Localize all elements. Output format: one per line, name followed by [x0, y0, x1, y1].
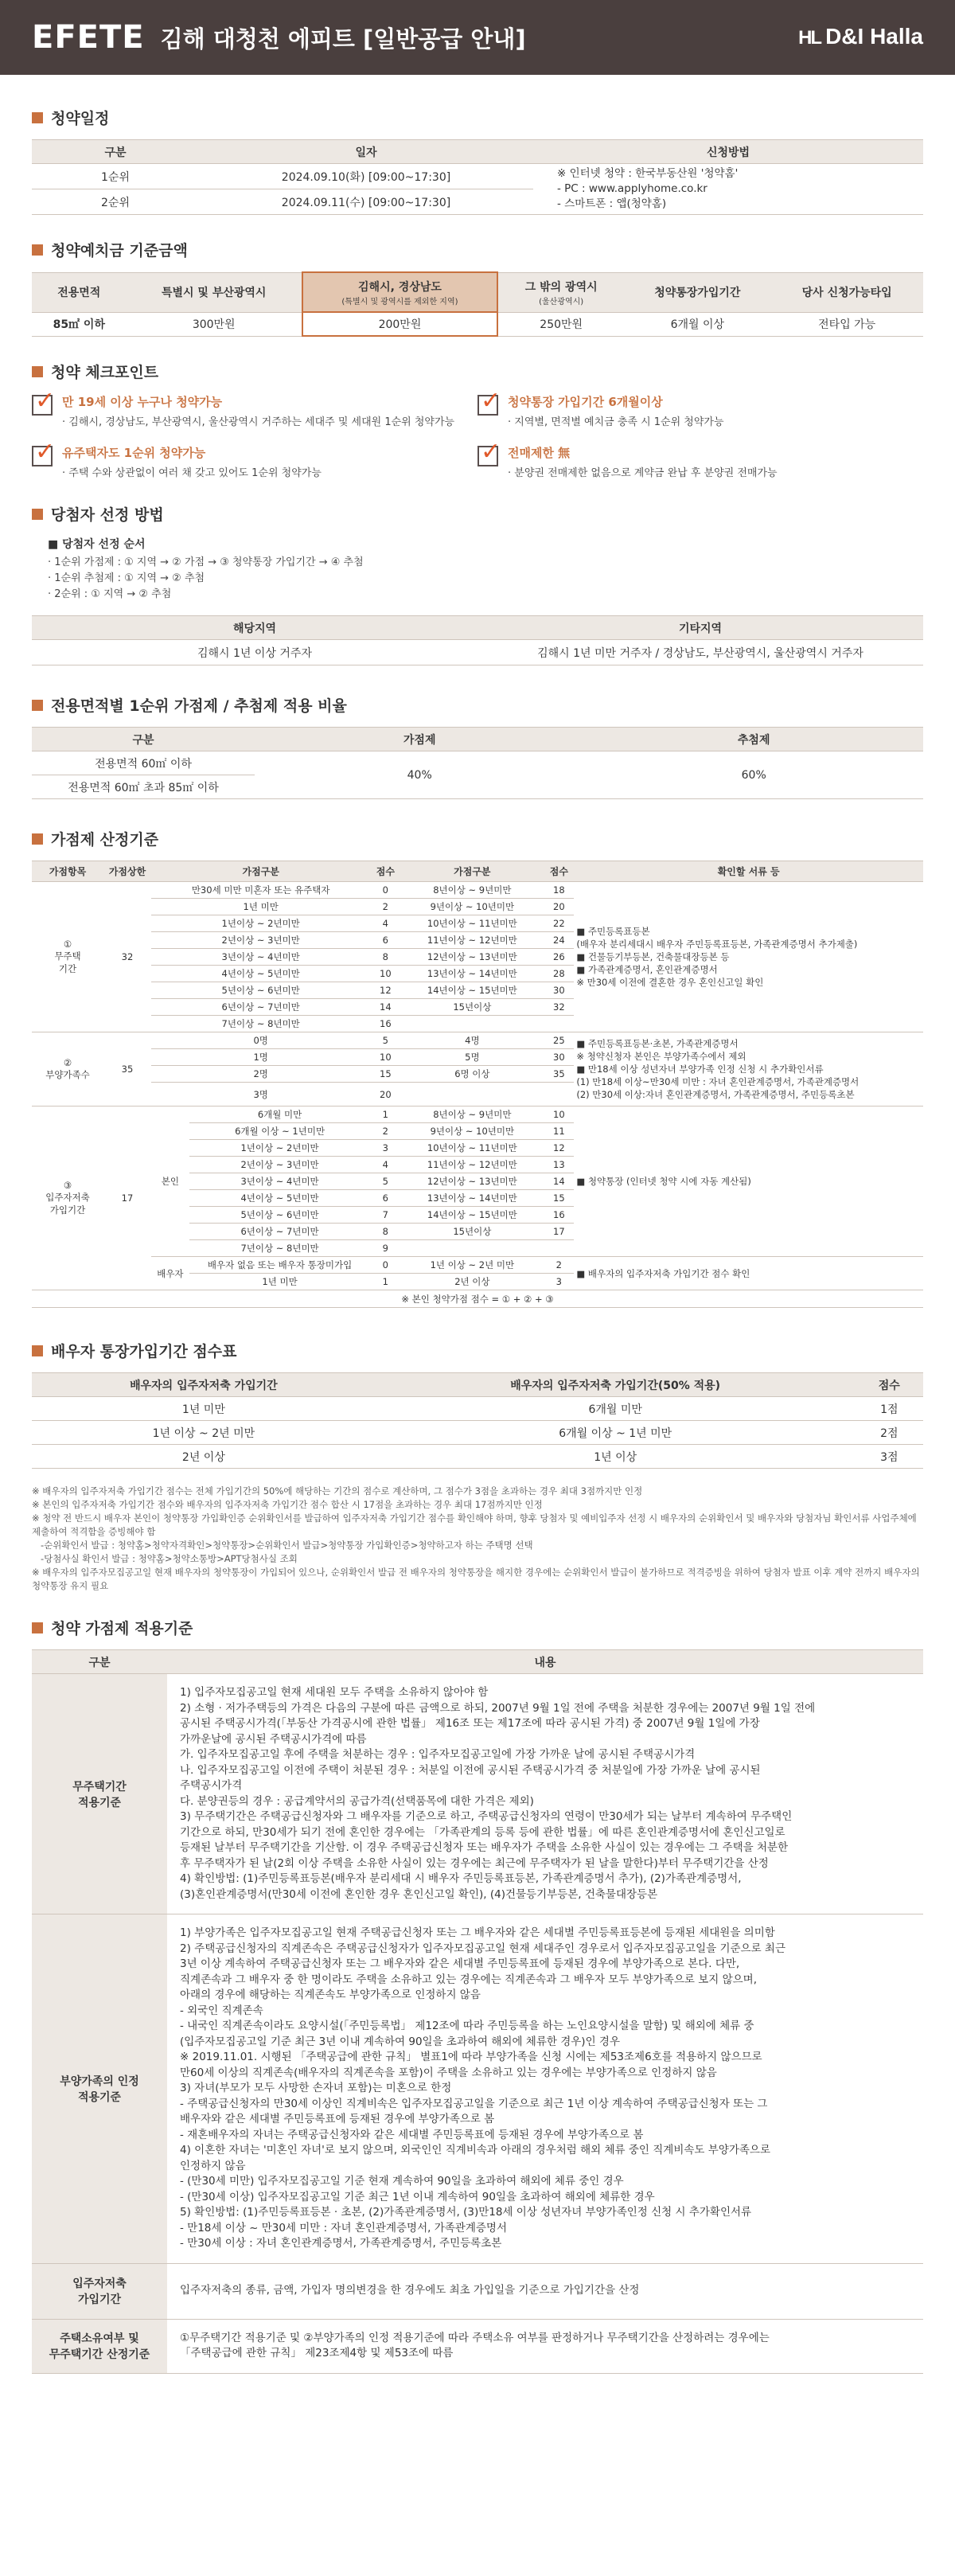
score-value: 16: [544, 1207, 574, 1224]
score-range: 4년이상 ~ 5년미만: [151, 966, 370, 982]
score-value: 2: [370, 1123, 400, 1140]
checkbox-icon: [32, 395, 53, 416]
deposit-table: 전용면적 특별시 및 부산광역시 김해시, 경상남도 (특별시 및 광역시를 제외한 지역) 그 밖의 광역시 (울산광역시) 청약통장가입기간 당사 신청가능타입 85㎡ 이하 300만원 200만원 250만원 6개월 이상 전타입 가능: [32, 271, 923, 337]
checkbox-icon: [477, 446, 498, 466]
checkpoint-item: ✓ 전매제한 無 · 분양권 전매제한 없음으로 계약금 완납 후 분양권 전매가능: [477, 444, 923, 495]
score-range: 1년 미만: [189, 1274, 371, 1290]
section-criteria: 청약 가점제 적용기준: [32, 1617, 923, 1638]
score-total: ※ 본인 청약가점 점수 = ① + ② + ③: [32, 1290, 923, 1308]
selection-order: ■ 당첨자 선정 순서 · 1순위 가점제 : ① 지역 → ② 가점 → ③ 청약통장 가입기간 → ④ 추첨 · 1순위 추첨제 : ① 지역 → ② 추첨 · 2순위 : ① 지역 → ② 추첨: [48, 538, 364, 600]
score-max: 17: [103, 1107, 151, 1290]
section-score: 가점제 산정기준: [32, 828, 923, 849]
score-value: 15: [544, 1190, 574, 1207]
score-value: 10: [544, 1107, 574, 1123]
score-range: 만30세 미만 미혼자 또는 유주택자: [151, 882, 370, 899]
score-value: 26: [544, 949, 574, 966]
score-range: 3년이상 ~ 4년미만: [151, 949, 370, 966]
score-range: 1년 이상 ~ 2년 미만: [400, 1257, 544, 1274]
score-range: 4명: [400, 1032, 544, 1049]
score-range: 9년이상 ~ 10년미만: [400, 899, 544, 915]
score-range: 2년이상 ~ 3년미만: [151, 932, 370, 949]
score-value: 12: [544, 1140, 574, 1157]
header-bar: [0, 0, 955, 75]
score-value: 3: [370, 1140, 400, 1157]
section-selection: 당첨자 선정 방법: [32, 503, 923, 525]
region-table: 해당지역 기타지역 김해시 1년 이상 거주자 김해시 1년 미만 거주자 / 경상남도, 부산광역시, 울산광역시 거주자: [32, 615, 923, 665]
score-table: 가점항목 가점상한 가점구분 점수 가점구분 점수 확인할 서류 등 ① 무주택 기간 32 만30세 미만 미혼자 또는 유주택자 0 8년이상 ~ 9년미만 18 ■ 주민등록표등본 (배우자 분리세대시 배우자 주민등록표등본, 가족관계증명서 추가제출) ■ 건물등기부등본, 건축물대장등본 등 ■ 가족관계증명서, 혼인관계증명서 ※ 만30세 이전에 결혼한 경우 혼인신고일 확인 1년 미만 2 9년이상 ~ 10년미만 20 1년이상 ~ 2년미만 4 10년이상 ~ 11년미만 22 2년이상 ~ 3년미만 6 11년이상 ~ 12년미만 24 3년이상 ~ 4년미만 8 12년이상 ~ 13년미만 26 4년이상 ~ 5년미만 10 13년이상 ~ 14년미만 28 5년이상 ~ 6년미만 12 14년이상 ~ 15년미만 30 6년이상 ~ 7년미만 14 15년이상 32 7년이상 ~ 8년미만 16 ② 부양가족수 35 0명 5 4명 25 ■ 주민등록표등본·초본, 가족관계증명서 ※ 청약신청자 본인은 부양가족수에서 제외 ■ 만18세 이상 성년자녀 부양가족 인정 신청 시 추가확인서류 (1) 만18세 이상~만30세 미만 : 자녀 혼인관계증명서, 가족관계증명서 (2) 만30세 이상:자녀 혼인관계증명서, 가족관계증명서, 주민등록초본 1명 10 5명 30 2명 15 6명 이상 35 3명 20 ③ 입주자저축 가입기간 17 본인 6개월 미만 1 8년이상 ~ 9년미만 10 ■ 청약통장 (인터넷 청약 시에 자동 계산됨) 6개월 이상 ~ 1년미만 2 9년이상 ~ 10년미만 11 1년이상 ~ 2년미만 3 10년이상 ~ 11년미만 12 2년이상 ~ 3년미만 4 11년이상 ~ 12년미만 13 3년이상 ~ 4년미만 5 12년이상 ~ 13년미만 14 4년이상 ~ 5년미만 6 13년이상 ~ 14년미만 15 5년이상 ~ 6년미만 7 14년이상 ~ 15년미만 16 6년이상 ~ 7년미만 8 15년이상 17 7년이상 ~ 8년미만 9 배우자 배우자 없음 또는 배우자 통장미가입 0 1년 이상 ~ 2년 미만 2 ■ 배우자의 입주자저축 가입기간 점수 확인 1년 미만 1 2년 이상 3: [32, 861, 923, 1290]
score-value: 13: [544, 1157, 574, 1173]
score-range: 2명: [151, 1066, 370, 1083]
score-range: 8년이상 ~ 9년미만: [400, 1107, 544, 1123]
score-value: 8: [370, 949, 400, 966]
score-range: 1년 미만: [151, 899, 370, 915]
score-docs: ■ 배우자의 입주자저축 가입기간 점수 확인: [574, 1257, 923, 1290]
score-value: 30: [544, 982, 574, 999]
score-range: 6년이상 ~ 7년미만: [151, 999, 370, 1016]
score-item-label: ② 부양가족수: [32, 1032, 103, 1107]
score-range: 15년이상: [400, 1224, 544, 1240]
score-value: 3: [544, 1274, 574, 1290]
score-range: 1년이상 ~ 2년미만: [189, 1140, 371, 1157]
spouse-table: 배우자의 입주자저축 가입기간 배우자의 입주자저축 가입기간(50% 적용) 점수 1년 미만 6개월 미만 1점 1년 이상 ~ 2년 미만 6개월 이상 ~ 1년 미만 2점 2년 이상 1년 이상 3점: [32, 1372, 923, 1469]
score-value: 18: [544, 882, 574, 899]
score-range: 4년이상 ~ 5년미만: [189, 1190, 371, 1207]
score-value: 24: [544, 932, 574, 949]
score-range: 2년 이상: [400, 1274, 544, 1290]
score-value: 22: [544, 915, 574, 932]
score-value: 2: [370, 899, 400, 915]
score-range: 14년이상 ~ 15년미만: [400, 1207, 544, 1224]
score-docs: ■ 청약통장 (인터넷 청약 시에 자동 계산됨): [574, 1107, 923, 1257]
score-value: 20: [370, 1083, 400, 1107]
score-range: 13년이상 ~ 14년미만: [400, 966, 544, 982]
brand-logo: EFETE: [32, 19, 145, 56]
score-range: 7년이상 ~ 8년미만: [151, 1016, 370, 1032]
score-range: 7년이상 ~ 8년미만: [189, 1240, 371, 1257]
criteria-table: 구분 내용 무주택기간 적용기준 1) 입주자모집공고일 현재 세대원 모두 주택을 소유하지 않아야 함 2) 소형 · 저가주택등의 가격은 다음의 구분에 따른 금액으로 하되, 2007년 9월 1일 전에 주택을 처분한 경우에는 2007년 9월 1일 전에 공시된 주택공시가격(「부동산 가격공시에 관한 법률」 제16조 또는 제17조에 따라 공시된 가격) 중 2007년 9월 1일에 가장 가까운날에 공시된 주택공시가격에 따름 가. 입주자모집공고일 후에 주택을 처분하는 경우 : 입주자모집공고일에 가장 가까운 날에 공시된 주택공시가격 나. 입주자모집공고일 이전에 주택이 처분된 경우 : 처분일 이전에 공시된 주택공시가격 중 처분일에 가장 가까운 날에 공시된 주택공시가격 다. 분양권등의 경우 : 공급계약서의 공급가격(선택품목에 대한 가격은 제외) 3) 무주택기간은 주택공급신청자와 그 배우자를 기준으로 하고, 주택공급신청자의 연령이 만30세가 되는 날부터 계속하여 무주택인 기간으로 하되, 만30세가 되기 전에 혼인한 경우에는 「가족관계의 등록 등에 관한 법률」에 따른 혼인관계증명서에 혼인신고일로 등재된 날부터 무주택기간을 기산함. 이 경우 주택공급신청자 또는 배우자가 주택을 소유한 사실이 있는 경우에는 그 주택을 처분한 후 무주택자가 된 날(2회 이상 주택을 소유한 사실이 있는 경우에는 최근에 무주택자가 된 날을 말한다)부터 무주택기간을 산정 4) 확인방법: (1)주민등록표등본(배우자 분리세대 시 배우자 주민등록표등본, 가족관계증명서 추가), (2)가족관계증명서, (3)혼인관계증명서(만30세 이전에 혼인한 경우 혼인신고일 확인), (4)건물등기부등본, 건축물대장등본 부양가족의 인정 적용기준 1) 부양가족은 입주자모집공고일 현재 주택공급신청자 또는 그 배우자와 같은 세대별 주민등록표등본에 등재된 세대원을 의미함 2) 주택공급신청자의 직계존속은 주택공급신청자가 입주자모집공고일 현재 세대주인 경우로서 입주자모집공고일을 기준으로 최근 3년 이상 계속하여 주택공급신청자 또는 그 배우자와 같은 세대별 주민등록표에 등재된 경우에 부양가족으로 본다. 다만, 직계존속과 그 배우자 중 한 명이라도 주택을 소유하고 있는 경우에는 직계존속과 그 배우자 모두 부양가족으로 보지 않으며, 아래의 경우에 해당하는 직계존속도 부양가족으로 인정하지 않음 - 외국인 직계존속 - 내국인 직계존속이라도 요양시설(「주민등록법」 제12조에 따라 주민등록을 하는 노인요양시설을 말함) 및 해외에 체류 중 (입주자모집공고일 기준 최근 3년 이내 계속하여 90일을 초과하여 해외에 체류한 경우)인 경우 ※ 2019.11.01. 시행된 「주택공급에 관한 규칙」 별표1에 따라 부양가족을 신청 시에는 제53조제6호를 적용하지 않으므로 만60세 이상의 직계존속(배우자의 직계존속을 포함)이 주택을 소유하고 있는 경우에는 부양가족으로 인정하지 않음 3) 자녀(부모가 모두 사망한 손자녀 포함)는 미혼으로 한정 - 주택공급신청자의 만30세 이상인 직계비속은 입주자모집공고일을 기준으로 최근 1년 이상 계속하여 주택공급신청자 또는 그 배우자와 같은 세대별 주민등록표에 등재된 경우에 부양가족으로 봄 - 재혼배우자의 자녀는 주택공급신청자와 같은 세대별 주민등록표에 등재된 경우에 부양가족으로 봄 4) 이혼한 자녀는 '미혼인 자녀'로 보지 않으며, 외국인인 직계비속과 아래의 경우처럼 해외 체류 중인 직계비속도 부양가족으로 인정하지 않음 - (만30세 미만) 입주자모집공고일 기준 현재 계속하여 90일을 초과하여 해외에 체류 중인 경우 - (만30세 이상) 입주자모집공고일 기준 최근 1년 이내 계속하여 90일을 초과하여 해외에 체류한 경우 5) 확인방법: (1)주민등록표등본 · 초본, (2)가족관계증명서, (3)만18세 이상 성년자녀 부양가족인정 신청 시 추가확인서류 - 만18세 이상 ~ 만30세 미만 : 자녀 혼인관계증명서, 가족관계증명서 - 만30세 이상 : 자녀 혼인관계증명서, 가족관계증명서, 주민등록초본 입주자저축 가입기간 입주자저축의 종류, 금액, 가입자 명의변경을 한 경우에도 최초 가입일을 기준으로 가입기간을 산정 주택소유여부 및 무주택기간 산정기준 ①무주택기간 적용기준 및 ②부양가족의 인정 적용기준에 따라 주택소유 여부를 판정하거나 무주택기간을 산정하려는 경우에는 「주택공급에 관한 규칙」 제23조제4항 및 제53조에 따름: [32, 1649, 923, 2374]
score-range: 2년이상 ~ 3년미만: [189, 1157, 371, 1173]
score-max: 35: [103, 1032, 151, 1107]
score-range: 3년이상 ~ 4년미만: [189, 1173, 371, 1190]
score-value: 12: [370, 982, 400, 999]
score-value: 1: [370, 1107, 400, 1123]
score-row: [32, 1107, 923, 1123]
score-row: [32, 882, 923, 899]
score-range: 1년이상 ~ 2년미만: [151, 915, 370, 932]
score-item-label: ③ 입주자저축 가입기간: [32, 1107, 103, 1290]
score-range: 12년이상 ~ 13년미만: [400, 1173, 544, 1190]
score-value: 4: [370, 915, 400, 932]
score-range: 15년이상: [400, 999, 544, 1016]
score-value: 17: [544, 1224, 574, 1240]
score-range: 5년이상 ~ 6년미만: [189, 1207, 371, 1224]
score-max: 32: [103, 882, 151, 1032]
score-range: 6년이상 ~ 7년미만: [189, 1224, 371, 1240]
score-value: 35: [544, 1066, 574, 1083]
score-range: 9년이상 ~ 10년미만: [400, 1123, 544, 1140]
score-value: 0: [370, 1257, 400, 1274]
score-docs: ■ 주민등록표등본 (배우자 분리세대시 배우자 주민등록표등본, 가족관계증명서 추가제출) ■ 건물등기부등본, 건축물대장등본 등 ■ 가족관계증명서, 혼인관계증명서 ※ 만30세 이전에 결혼한 경우 혼인신고일 확인: [574, 882, 923, 1032]
score-value: 1: [370, 1274, 400, 1290]
score-value: 32: [544, 999, 574, 1016]
score-range: 11년이상 ~ 12년미만: [400, 1157, 544, 1173]
score-range: 10년이상 ~ 11년미만: [400, 1140, 544, 1157]
score-range: 8년이상 ~ 9년미만: [400, 882, 544, 899]
score-value: 16: [370, 1016, 400, 1032]
checkbox-icon: [477, 395, 498, 416]
score-value: 6: [370, 932, 400, 949]
score-value: 11: [544, 1123, 574, 1140]
notes: ※ 배우자의 입주자저축 가입기간 점수는 전체 가입기간의 50%에 해당하는 기간의 점수로 계산하며, 그 점수가 3점을 초과하는 경우 최대 3점까지만 인정 ※ 본인의 입주자저축 가입기간 점수와 배우자의 입주자저축 가입기간 점수 합산 시 17점을 초과하는 경우 최대 17점까지만 인정 ※ 청약 전 반드시 배우자 본인이 청약통장 가입확인증 순위확인서를 발급하여 입주자저축 가입기간 점수를 확인해야 하며, 향후 당첨자 및 예비입주자 선정 시 배우자의 순위확인서 및 배우자와 당첨자님 확인서류 사업주체에 제출하여 적격함을 증빙해야 함 -순위확인서 발급 : 청약홈>청약자격확인>청약통장>순위확인서 발급>청약통장 가입확인증>청약하고자 하는 주택명 선택 -당첨사실 확인서 발급 : 청약홈>청약소통방>APT당첨사실 조회 ※ 배우자의 입주자모집공고일 현재 배우자의 청약통장이 가입되어 있으나, 순위확인서 발급 전 배우자의 청약통장을 해지한 경우에는 순위확인서 발급이 불가하므로 적격증빙을 위하여 당첨자 발표 이후 계약 전까지 배우자의 청약통장 유지 필요: [32, 1485, 920, 1591]
score-item-label: ① 무주택 기간: [32, 882, 103, 1032]
score-range: 12년이상 ~ 13년미만: [400, 949, 544, 966]
checkpoint-list: [32, 393, 923, 495]
page-title: 김해 대청천 에피트 [일반공급 안내]: [160, 25, 526, 53]
score-value: 2: [544, 1257, 574, 1274]
score-value: 10: [370, 966, 400, 982]
score-range: 6개월 이상 ~ 1년미만: [189, 1123, 371, 1140]
score-value: 15: [370, 1066, 400, 1083]
score-value: 14: [370, 999, 400, 1016]
score-value: 28: [544, 966, 574, 982]
score-range: 0명: [151, 1032, 370, 1049]
score-docs: ■ 주민등록표등본·초본, 가족관계증명서 ※ 청약신청자 본인은 부양가족수에서 제외 ■ 만18세 이상 성년자녀 부양가족 인정 신청 시 추가확인서류 (1) 만18세 이상~만30세 미만 : 자녀 혼인관계증명서, 가족관계증명서 (2) 만30세 이상:자녀 혼인관계증명서, 가족관계증명서, 주민등록초본: [574, 1032, 923, 1107]
score-value: [544, 1083, 574, 1107]
score-sub-label: 본인: [151, 1107, 189, 1257]
score-range: [400, 1083, 544, 1107]
score-value: 5: [370, 1032, 400, 1049]
score-range: 11년이상 ~ 12년미만: [400, 932, 544, 949]
score-range: 6명 이상: [400, 1066, 544, 1083]
section-schedule: 청약일정: [32, 107, 923, 128]
score-value: 6: [370, 1190, 400, 1207]
score-range: 배우자 없음 또는 배우자 통장미가입: [189, 1257, 371, 1274]
score-value: 8: [370, 1224, 400, 1240]
score-range: 13년이상 ~ 14년미만: [400, 1190, 544, 1207]
company-logo: HL D&I Halla: [798, 24, 923, 49]
score-value: 9: [370, 1240, 400, 1257]
score-value: 5: [370, 1173, 400, 1190]
section-deposit: 청약예치금 기준금액: [32, 239, 923, 260]
score-range: 14년이상 ~ 15년미만: [400, 982, 544, 999]
score-range: 10년이상 ~ 11년미만: [400, 915, 544, 932]
checkbox-icon: [32, 446, 53, 466]
score-range: 5명: [400, 1049, 544, 1066]
score-range: 1명: [151, 1049, 370, 1066]
score-sub-label: 배우자: [151, 1257, 189, 1290]
score-value: 7: [370, 1207, 400, 1224]
score-value: 14: [544, 1173, 574, 1190]
section-spouse: 배우자 통장가입기간 점수표: [32, 1340, 923, 1361]
score-value: 4: [370, 1157, 400, 1173]
checkpoint-item: ✓ 유주택자도 1순위 청약가능 · 주택 수와 상관없이 여러 채 갖고 있어도 1순위 청약가능: [32, 444, 477, 495]
checkpoint-item: ✓ 만 19세 이상 누구나 청약가능 · 김해시, 경상남도, 부산광역시, 울산광역시 거주하는 세대주 및 세대원 1순위 청약가능: [32, 393, 477, 444]
checkpoint-item: ✓ 청약통장 가입기간 6개월이상 · 지역별, 면적별 예치금 충족 시 1순위 청약가능: [477, 393, 923, 444]
section-checkpoints: 청약 체크포인트: [32, 361, 923, 382]
score-range: 5년이상 ~ 6년미만: [151, 982, 370, 999]
score-row: [32, 1032, 923, 1049]
score-value: 25: [544, 1032, 574, 1049]
score-range: 6개월 미만: [189, 1107, 371, 1123]
score-value: 20: [544, 899, 574, 915]
ratio-table: 구분 가점제 추첨제 전용면적 60㎡ 이하 40% 60% 전용면적 60㎡ 초과 85㎡ 이하: [32, 727, 923, 799]
score-range: 3명: [151, 1083, 370, 1107]
score-value: 30: [544, 1049, 574, 1066]
score-value: 10: [370, 1049, 400, 1066]
score-value: 0: [370, 882, 400, 899]
section-ratio: 전용면적별 1순위 가점제 / 추첨제 적용 비율: [32, 694, 923, 716]
schedule-table: 구분 일자 신청방법 1순위 2024.09.10(화) [09:00~17:30] ※ 인터넷 청약 : 한국부동산원 '청약홈' - PC : www.applyhome.co.kr - 스마트폰 : 앱(청약홈) 2순위 2024.09.11(수) [09:00~17:30]: [32, 139, 923, 215]
score-row: [32, 1257, 923, 1274]
